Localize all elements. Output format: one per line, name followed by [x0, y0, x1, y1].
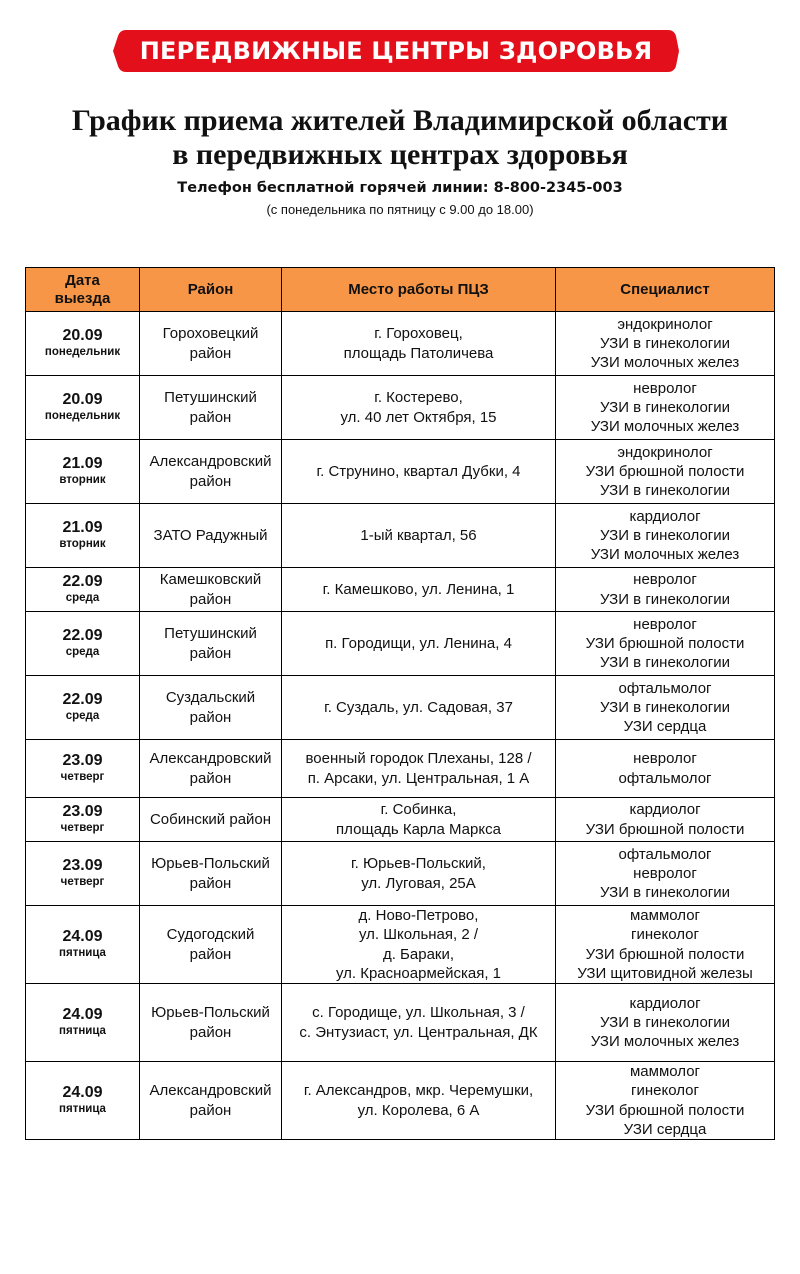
cell-specialists	[556, 740, 775, 798]
cell-district	[140, 740, 282, 798]
hotline-hours: (с понедельника по пятницу с 9.00 до 18.00)	[266, 202, 534, 217]
cell-specialists	[556, 312, 775, 376]
cell-place	[282, 568, 556, 612]
cell-district	[140, 504, 282, 568]
table-row	[26, 376, 775, 440]
cell-district	[140, 984, 282, 1062]
place-line: г. Суздаль, ул. Садовая, 37	[324, 698, 513, 716]
cell-specialists	[556, 984, 775, 1062]
table-row	[26, 906, 775, 984]
day-of-week: вторник	[59, 474, 106, 486]
table-row	[26, 984, 775, 1062]
table-row	[26, 676, 775, 740]
specialist-line: УЗИ щитовидной железы	[577, 964, 753, 982]
title-line-2: в передвижных центрах здоровья	[172, 138, 628, 171]
cell-specialists	[556, 376, 775, 440]
place-line: г. Юрьев-Польский,	[351, 855, 486, 873]
day-of-week: вторник	[59, 538, 106, 550]
day-of-week: пятница	[59, 1103, 106, 1116]
place-line: площадь Карла Маркса	[336, 820, 501, 838]
district-line: Александровский	[149, 1082, 272, 1100]
table-row	[26, 504, 775, 568]
district-line: Судогодский	[166, 926, 255, 944]
date-value: 22.09	[62, 691, 103, 708]
cell-specialists	[556, 568, 775, 612]
specialist-line: офтальмолог	[618, 769, 712, 787]
specialist-line: УЗИ в гинекологии	[599, 590, 731, 608]
date-value: 23.09	[62, 752, 103, 769]
table-row	[26, 1062, 775, 1140]
cell-date	[26, 842, 140, 906]
day-of-week: среда	[65, 592, 100, 604]
cell-date	[26, 1062, 140, 1140]
date-value: 24.09	[62, 1006, 103, 1024]
cell-place	[282, 842, 556, 906]
district-line: Юрьев-Польский	[151, 1004, 270, 1022]
cell-place	[282, 906, 556, 984]
place-line: площадь Патоличева	[343, 344, 494, 362]
cell-date	[26, 798, 140, 842]
date-value: 21.09	[62, 519, 103, 536]
cell-specialists	[556, 440, 775, 504]
table-row	[26, 798, 775, 842]
cell-date	[26, 984, 140, 1062]
cell-specialists	[556, 1062, 775, 1140]
place-line: г. Собинка,	[380, 801, 457, 819]
specialist-line: УЗИ в гинекологии	[599, 526, 731, 544]
place-line: п. Арсаки, ул. Центральная, 1 А	[307, 769, 530, 787]
district-line: район	[189, 1101, 232, 1119]
specialist-line: маммолог	[629, 1063, 701, 1081]
cell-district	[140, 842, 282, 906]
table-header-row	[26, 268, 775, 312]
specialist-line: УЗИ в гинекологии	[599, 698, 731, 716]
district-line: Гороховецкий	[162, 325, 259, 343]
day-of-week: пятница	[59, 1025, 106, 1038]
place-line: п. Городищи, ул. Ленина, 4	[325, 634, 512, 652]
district-line: Петушинский	[164, 625, 257, 643]
specialist-line: кардиолог	[629, 507, 701, 525]
district-line: район	[189, 344, 232, 362]
cell-specialists	[556, 504, 775, 568]
place-line: с. Энтузиаст, ул. Центральная, ДК	[299, 1023, 538, 1041]
district-line: район	[189, 472, 232, 490]
specialist-line: УЗИ молочных желез	[590, 546, 740, 564]
cell-specialists	[556, 842, 775, 906]
specialist-line: кардиолог	[629, 994, 701, 1012]
specialist-line: УЗИ в гинекологии	[599, 482, 731, 500]
cell-district	[140, 798, 282, 842]
cell-district	[140, 906, 282, 984]
col-header-date-label: Дата выезда	[54, 271, 111, 307]
district-line: район	[189, 408, 232, 426]
page-title	[0, 104, 800, 172]
district-line: район	[189, 708, 232, 726]
district-line: район	[189, 769, 232, 787]
date-value: 24.09	[62, 1084, 103, 1102]
specialist-line: УЗИ молочных желез	[590, 1033, 740, 1051]
specialist-line: УЗИ в гинекологии	[599, 398, 731, 416]
specialist-line: УЗИ в гинекологии	[599, 884, 731, 902]
table-row	[26, 312, 775, 376]
district-line: район	[189, 590, 232, 608]
specialist-line: невролог	[633, 571, 697, 589]
specialist-line: невролог	[633, 379, 697, 397]
cell-district	[140, 440, 282, 504]
date-value: 20.09	[62, 391, 103, 408]
specialist-line: эндокринолог	[617, 443, 713, 461]
cell-place	[282, 676, 556, 740]
cell-date	[26, 740, 140, 798]
cell-date	[26, 312, 140, 376]
col-header-specialist: Специалист	[556, 268, 775, 312]
col-header-place: Место работы ПЦЗ	[282, 268, 556, 312]
cell-district	[140, 676, 282, 740]
specialist-line: гинеколог	[631, 926, 699, 944]
cell-district	[140, 1062, 282, 1140]
cell-place	[282, 312, 556, 376]
cell-place	[282, 612, 556, 676]
date-value: 22.09	[62, 573, 103, 590]
specialist-line: офтальмолог	[618, 679, 712, 697]
specialist-line: невролог	[633, 864, 697, 882]
day-of-week: понедельник	[44, 410, 121, 422]
district-line: Суздальский	[165, 689, 256, 707]
place-line: г. Костерево,	[374, 389, 463, 407]
specialist-line: УЗИ брюшной полости	[585, 945, 745, 963]
specialist-line: УЗИ брюшной полости	[585, 462, 745, 480]
specialist-line: невролог	[633, 750, 697, 768]
district-line: район	[189, 644, 232, 662]
cell-place	[282, 798, 556, 842]
specialist-line: УЗИ молочных желез	[590, 418, 740, 436]
specialist-line: офтальмолог	[618, 845, 712, 863]
district-line: Юрьев-Польский	[151, 855, 270, 873]
day-of-week: четверг	[60, 876, 105, 888]
day-of-week: среда	[65, 646, 100, 658]
specialist-line: маммолог	[629, 907, 701, 924]
date-value: 24.09	[62, 928, 103, 946]
place-line: г. Струнино, квартал Дубки, 4	[316, 462, 521, 480]
specialist-line: УЗИ в гинекологии	[599, 1014, 731, 1032]
district-line: Камешковский	[159, 571, 262, 589]
cell-specialists	[556, 906, 775, 984]
cell-place	[282, 1062, 556, 1140]
district-line: Петушинский	[164, 389, 257, 407]
specialist-line: кардиолог	[629, 801, 701, 819]
place-line: г. Камешково, ул. Ленина, 1	[322, 580, 515, 598]
day-of-week: четверг	[60, 822, 105, 834]
banner	[112, 28, 680, 74]
table-row	[26, 440, 775, 504]
cell-specialists	[556, 612, 775, 676]
cell-place	[282, 376, 556, 440]
cell-date	[26, 504, 140, 568]
district-line: Александровский	[149, 453, 272, 471]
place-line: ул. Школьная, 2 /	[358, 926, 479, 944]
specialist-line: УЗИ в гинекологии	[599, 654, 731, 672]
place-line: г. Гороховец,	[374, 325, 463, 343]
day-of-week: среда	[65, 710, 100, 722]
day-of-week: пятница	[59, 947, 106, 960]
specialist-line: УЗИ молочных желез	[590, 354, 740, 372]
cell-date	[26, 568, 140, 612]
cell-place	[282, 740, 556, 798]
date-value: 22.09	[62, 627, 103, 644]
cell-date	[26, 612, 140, 676]
cell-date	[26, 906, 140, 984]
specialist-line: УЗИ брюшной полости	[585, 820, 745, 838]
title-line-1: График приема жителей Владимирской области	[71, 104, 729, 137]
specialist-line: гинеколог	[631, 1082, 699, 1100]
day-of-week: понедельник	[44, 346, 121, 358]
place-line: д. Бараки,	[382, 945, 455, 963]
place-line: с. Городище, ул. Школьная, 3 /	[312, 1004, 525, 1022]
hotline-phone: Телефон бесплатной горячей линии: 8-800-2345-003	[177, 180, 623, 196]
date-value: 23.09	[62, 803, 103, 820]
cell-specialists	[556, 676, 775, 740]
cell-specialists	[556, 798, 775, 842]
cell-place	[282, 440, 556, 504]
cell-place	[282, 984, 556, 1062]
specialist-line: эндокринолог	[617, 315, 713, 333]
cell-district	[140, 312, 282, 376]
place-line: д. Ново-Петрово,	[358, 907, 479, 924]
district-line: Собинский район	[149, 810, 272, 828]
col-header-date	[26, 268, 140, 312]
place-line: ул. Королева, 6 А	[357, 1101, 480, 1119]
table-row	[26, 740, 775, 798]
specialist-line: УЗИ в гинекологии	[599, 334, 731, 352]
table-row	[26, 842, 775, 906]
district-line: Александровский	[149, 750, 272, 768]
specialist-line: невролог	[633, 615, 697, 633]
specialist-line: УЗИ сердца	[623, 718, 707, 736]
district-line: район	[189, 1023, 232, 1041]
date-value: 21.09	[62, 455, 103, 472]
cell-place	[282, 504, 556, 568]
place-line: 1-ый квартал, 56	[360, 526, 477, 544]
specialist-line: УЗИ брюшной полости	[585, 1101, 745, 1119]
specialist-line: УЗИ брюшной полости	[585, 634, 745, 652]
district-line: ЗАТО Радужный	[153, 526, 268, 544]
table-row	[26, 568, 775, 612]
cell-date	[26, 376, 140, 440]
place-line: ул. Луговая, 25А	[361, 874, 476, 892]
cell-date	[26, 676, 140, 740]
cell-district	[140, 568, 282, 612]
day-of-week: четверг	[60, 771, 105, 783]
place-line: ул. 40 лет Октября, 15	[340, 408, 497, 426]
date-value: 20.09	[62, 327, 103, 344]
date-value: 23.09	[62, 857, 103, 874]
col-header-district: Район	[140, 268, 282, 312]
cell-district	[140, 376, 282, 440]
place-line: военный городок Плеханы, 128 /	[305, 750, 532, 768]
place-line: г. Александров, мкр. Черемушки,	[303, 1082, 534, 1100]
banner-text: ПЕРЕДВИЖНЫЕ ЦЕНТРЫ ЗДОРОВЬЯ	[139, 37, 653, 65]
cell-district	[140, 612, 282, 676]
place-line: ул. Красноармейская, 1	[335, 964, 502, 982]
cell-date	[26, 440, 140, 504]
district-line: район	[189, 945, 232, 963]
specialist-line: УЗИ сердца	[623, 1121, 707, 1139]
schedule-table	[25, 267, 775, 1140]
district-line: район	[189, 874, 232, 892]
table-row	[26, 612, 775, 676]
